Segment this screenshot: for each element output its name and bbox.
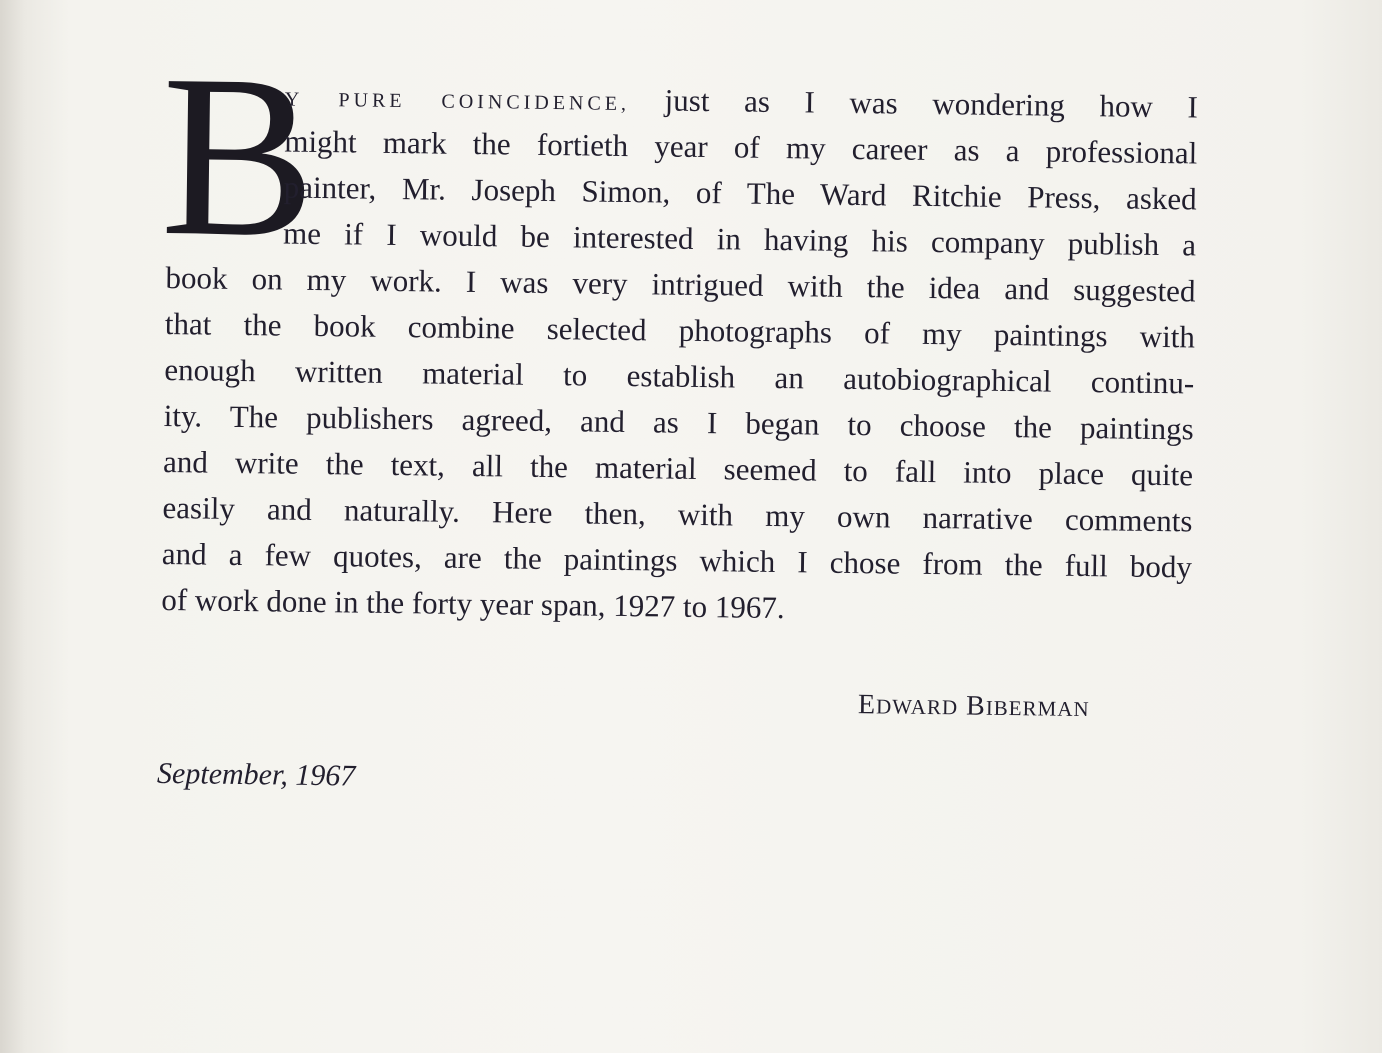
sig-rest: IBERMAN [985,695,1090,722]
text-line: of work done in the forty year span, 1927 to 1967. [161,581,785,626]
sig-initial: E [857,689,877,721]
drop-cap: B [159,26,318,286]
text-line: ity. The publishers agreed, and as I began to choose the paintings [163,397,1194,447]
date: September, 1967 [156,756,356,793]
text-line: me if I would be interested in having his company publish a [282,215,1197,263]
text-line: book on my work. I was very intrigued with the idea and suggested [165,259,1196,309]
author-signature [858,689,1090,724]
text-line [285,80,1198,123]
sig-initial: B [965,690,987,722]
text-line: and write the text, all the material seemed to fall into place quite [162,443,1194,493]
opening-small-caps: Y PURE COINCIDENCE, [284,88,631,116]
text-line: that the book combine selected photographs of my paintings with [164,305,1196,355]
text-line: enough written material to establish an autobiographical continu- [164,351,1195,401]
text-line: and a few quotes, are the paintings which I chose from the full body [161,535,1193,585]
text-fragment: just as I was wondering how I [664,82,1199,125]
text-line: might mark the fortieth year of my career as a professional [284,123,1198,171]
sig-rest: DWARD [875,694,959,720]
text-line: painter, Mr. Joseph Simon, of The Ward Ritchie Press, asked [283,169,1197,217]
text-line: easily and naturally. Here then, with my own narrative comments [162,489,1193,539]
